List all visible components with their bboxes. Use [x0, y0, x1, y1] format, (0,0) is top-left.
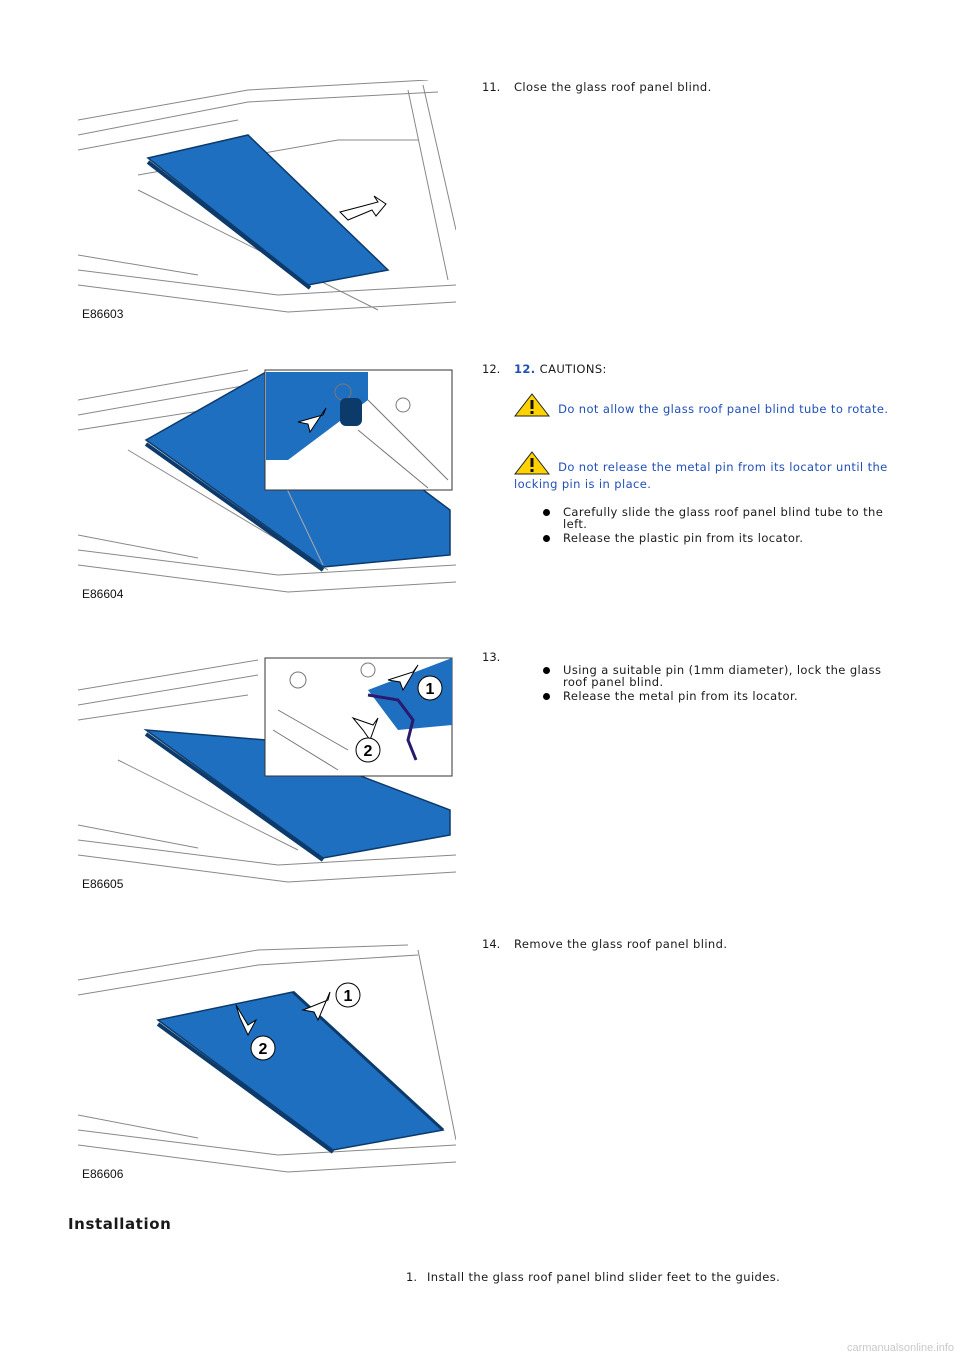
figure-e86606	[78, 940, 456, 1183]
sunroof-illustration	[78, 650, 456, 893]
caution-text: Do not allow the glass roof panel blind tube to rotate.	[558, 402, 889, 416]
caution-text: Do not release the metal pin from its locator until the locking pin is in place.	[514, 460, 888, 491]
callout-label: 1	[343, 988, 353, 1005]
bullet-list	[540, 664, 890, 704]
step-number: 11.	[482, 80, 501, 94]
sunroof-illustration	[78, 80, 456, 323]
cautions-heading	[514, 362, 607, 376]
caution-1	[514, 393, 894, 420]
callout-label: 2	[258, 1041, 268, 1058]
step-number: 1.	[406, 1270, 417, 1284]
step-text: Close the glass roof panel blind.	[514, 80, 712, 94]
callout-label: 1	[425, 681, 435, 698]
arrow-icon	[340, 196, 386, 220]
bullet-item: Release the metal pin from its locator.	[540, 690, 890, 702]
cautions-title: CAUTIONS:	[539, 362, 607, 376]
caution-2	[514, 451, 894, 491]
figure-id: E86605	[82, 877, 124, 891]
sunroof-illustration	[78, 360, 456, 603]
warning-icon	[514, 451, 550, 478]
figure-e86604	[78, 360, 456, 603]
figure-e86605	[78, 650, 456, 893]
figure-id: E86603	[82, 307, 124, 321]
figure-id: E86604	[82, 587, 124, 601]
watermark-footer: carmanualsonline.info	[846, 1342, 954, 1354]
bullet-item: Carefully slide the glass roof panel blind tube to the left.	[540, 506, 890, 530]
step-text: Remove the glass roof panel blind.	[514, 937, 728, 951]
callout-label: 2	[363, 743, 373, 760]
step-number: 14.	[482, 937, 501, 951]
sunroof-illustration	[78, 940, 456, 1183]
figure-id: E86606	[82, 1167, 124, 1181]
bullet-list	[540, 506, 890, 546]
bullet-item: Using a suitable pin (1mm diameter), lock the glass roof panel blind.	[540, 664, 890, 688]
step-number: 13.	[482, 650, 501, 664]
warning-icon	[514, 393, 550, 420]
bullet-item: Release the plastic pin from its locator.	[540, 532, 890, 544]
step-label: 12.	[514, 362, 536, 376]
section-title: Installation	[68, 1215, 172, 1233]
step-number: 12.	[482, 362, 501, 376]
step-text: Install the glass roof panel blind slider feet to the guides.	[427, 1270, 781, 1284]
figure-e86603	[78, 80, 456, 323]
